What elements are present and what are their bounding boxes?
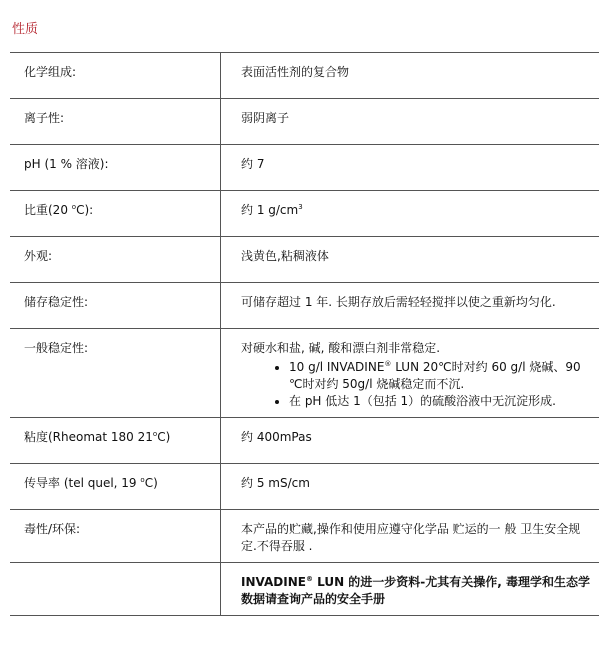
stability-list: [241, 359, 593, 410]
table-row: [10, 53, 599, 99]
row-value: 约 7: [221, 145, 600, 191]
table-row: [10, 145, 599, 191]
table-row: [10, 464, 599, 510]
table-row: [10, 99, 599, 145]
list-item: • 在 pH 低达 1（包括 1）的硫酸浴液中无沉淀形成.: [289, 393, 593, 410]
table-row: [10, 237, 599, 283]
row-value: 本产品的贮藏,操作和使用应遵守化学品 贮运的一 般 卫生安全规定.不得吞服 .: [221, 510, 600, 563]
row-label: 毒性/环保:: [10, 510, 221, 563]
table-row: [10, 563, 599, 616]
row-label: 化学组成:: [10, 53, 221, 99]
stability-intro: 对硬水和盐, 碱, 酸和漂白剂非常稳定.: [241, 341, 441, 355]
row-value: 约 5 mS/cm: [221, 464, 600, 510]
table-row: [10, 283, 599, 329]
table-row: [10, 510, 599, 563]
row-value: 浅黄色,粘稠液体: [221, 237, 600, 283]
table-row: [10, 191, 599, 237]
row-value: 约 400mPas: [221, 418, 600, 464]
row-value: 弱阴离子: [221, 99, 600, 145]
row-label: 传导率 (tel quel, 19 $^o$C): [10, 464, 221, 510]
row-value: 表面活性剂的复合物: [221, 53, 600, 99]
row-value: 约 1 $g/cm^3$: [221, 191, 600, 237]
row-label: 离子性:: [10, 99, 221, 145]
row-label: 储存稳定性:: [10, 283, 221, 329]
row-label: 外观:: [10, 237, 221, 283]
row-label: 比重(20 $^o$C):: [10, 191, 221, 237]
row-label: pH (1 % 溶液):: [10, 145, 221, 191]
table-row: [10, 418, 599, 464]
row-value: [221, 329, 600, 418]
table-row: [10, 329, 599, 418]
list-item: • 10 g/l INVADINE® LUN 20℃时对约 60 g/l 烧碱、90 ℃时对约 50g/l 烧碱稳定而不沉.: [289, 359, 593, 393]
row-value: 可储存超过 1 年. 长期存放后需轻轻搅拌以使之重新均匀化.: [221, 283, 600, 329]
properties-table: [10, 52, 599, 616]
row-label: [10, 563, 221, 616]
row-label: 粘度(Rheomat 180 21$^o$C): [10, 418, 221, 464]
safety-note: INVADINE® LUN 的进一步资料-尤其有关操作, 毒理学和生态学数据请查询产品的安全手册: [221, 563, 600, 616]
row-label: 一般稳定性:: [10, 329, 221, 418]
section-title: 性质: [12, 22, 39, 37]
